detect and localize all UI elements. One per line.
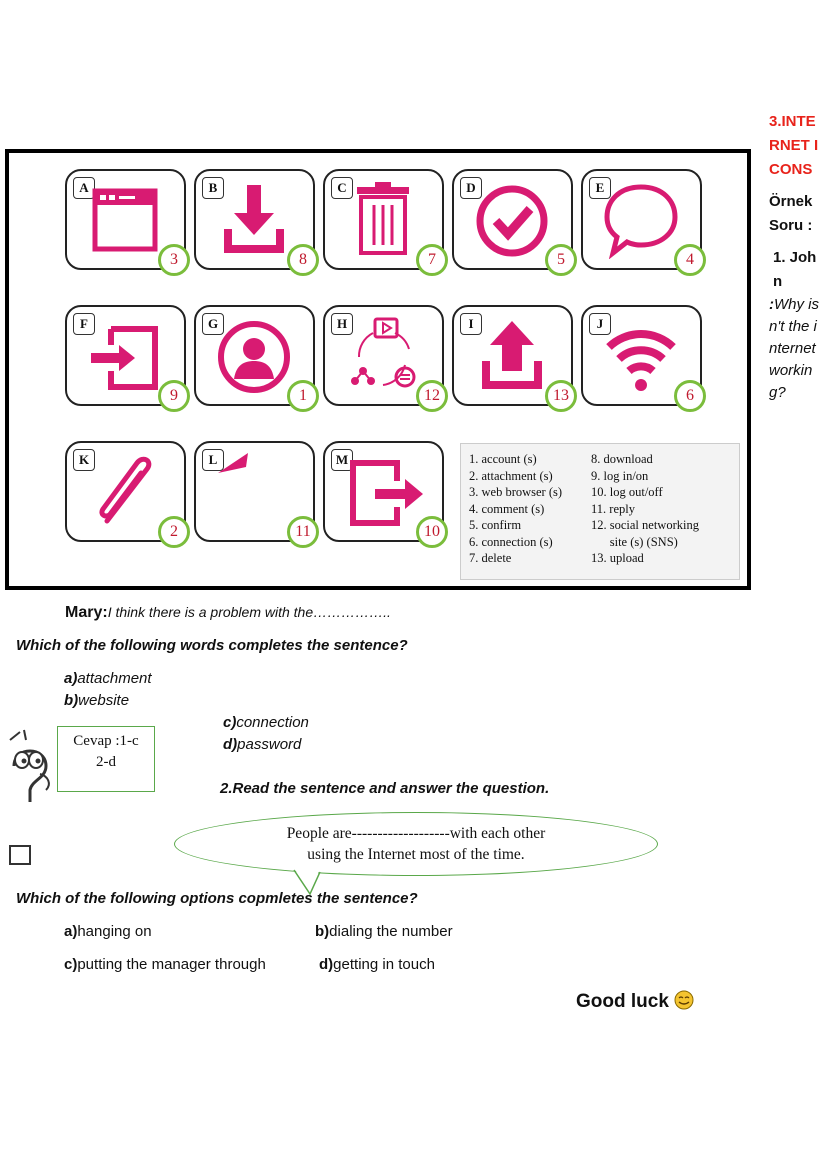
mary-sentence: I think there is a problem with the…………….. bbox=[107, 604, 391, 620]
checkmark-circle-icon bbox=[472, 179, 552, 259]
reply-arrow-icon bbox=[214, 451, 294, 531]
word-list-item: 12. social networking bbox=[591, 518, 699, 532]
card-number: 11 bbox=[287, 516, 319, 548]
word-list-item: 11. reply bbox=[591, 501, 635, 516]
download-icon bbox=[214, 179, 294, 259]
word-list-column-1 bbox=[469, 451, 562, 567]
card-number: 13 bbox=[545, 380, 577, 412]
word-list bbox=[460, 443, 740, 580]
logout-icon bbox=[343, 451, 423, 531]
icon-card-f bbox=[65, 305, 186, 406]
option-a bbox=[64, 670, 152, 687]
john-colon: : bbox=[769, 296, 774, 313]
card-letter: J bbox=[589, 313, 611, 335]
word-list-item: 5. confirm bbox=[469, 518, 522, 532]
word-list-item: 7. delete bbox=[469, 551, 512, 565]
word-list-item: 13. upload bbox=[591, 551, 644, 565]
icon-card-i bbox=[452, 305, 573, 406]
word-list-item: 3. web browser (s) bbox=[469, 485, 563, 499]
option-key: c) bbox=[64, 956, 78, 973]
option-2a bbox=[64, 923, 152, 940]
paperclip-icon bbox=[85, 451, 165, 531]
question-2-prompt: Which of the following options copmletes the sentence? bbox=[16, 890, 418, 907]
option-2d bbox=[319, 956, 435, 973]
card-number: 7 bbox=[416, 244, 448, 276]
card-letter: D bbox=[460, 177, 482, 199]
option-text: dialing the number bbox=[329, 923, 453, 940]
bubble-line-1: People are-------------------with each other bbox=[286, 825, 546, 842]
word-list-item: site (s) (SNS) bbox=[591, 534, 678, 549]
upload-icon bbox=[472, 315, 552, 395]
option-2c bbox=[64, 956, 266, 973]
wifi-icon bbox=[601, 315, 681, 395]
word-list-item: 10. log out/off bbox=[591, 485, 663, 499]
option-b bbox=[64, 692, 129, 709]
mary-line bbox=[65, 604, 391, 622]
card-number: 9 bbox=[158, 380, 190, 412]
word-list-item: 8. download bbox=[591, 452, 653, 466]
icon-card-m bbox=[323, 441, 444, 542]
card-number: 8 bbox=[287, 244, 319, 276]
word-list-item: 4. comment (s) bbox=[469, 501, 545, 516]
option-key: b) bbox=[64, 692, 79, 709]
option-key: b) bbox=[315, 923, 330, 940]
answer-key-box bbox=[57, 726, 155, 792]
card-number: 1 bbox=[287, 380, 319, 412]
icon-card-a bbox=[65, 169, 186, 270]
word-list-item: 9. log in/on bbox=[591, 468, 649, 483]
card-number: 5 bbox=[545, 244, 577, 276]
thinking-figure-illustration bbox=[0, 726, 60, 876]
word-list-item: 1. account (s) bbox=[469, 452, 537, 466]
icon-card-e bbox=[581, 169, 702, 270]
card-letter: L bbox=[202, 449, 224, 471]
good-luck-text: Good luck bbox=[576, 991, 669, 1012]
icon-matching-picture bbox=[5, 149, 751, 590]
john-question-text: Why isn't the internet working? bbox=[769, 296, 819, 401]
card-letter: M bbox=[331, 449, 353, 471]
option-d bbox=[223, 736, 301, 753]
question-2-title: 2.Read the sentence and answer the question. bbox=[220, 780, 550, 797]
card-number: 2 bbox=[158, 516, 190, 548]
card-letter: G bbox=[202, 313, 224, 335]
option-key: a) bbox=[64, 670, 78, 687]
option-key: c) bbox=[223, 714, 237, 731]
answer-line-2: 2-d bbox=[96, 754, 116, 770]
option-text: connection bbox=[236, 714, 309, 731]
icon-card-d bbox=[452, 169, 573, 270]
speech-bubble-icon bbox=[601, 179, 681, 259]
card-letter: C bbox=[331, 177, 353, 199]
answer-line-1: Cevap :1-c bbox=[73, 733, 139, 749]
icon-card-c bbox=[323, 169, 444, 270]
card-number: 4 bbox=[674, 244, 706, 276]
card-number: 12 bbox=[416, 380, 448, 412]
option-text: putting the manager through bbox=[77, 956, 266, 973]
browser-window-icon bbox=[85, 179, 165, 259]
example-label: Örnek Soru : bbox=[769, 193, 813, 234]
good-luck-line bbox=[576, 990, 694, 1013]
option-key: d) bbox=[319, 956, 334, 973]
word-list-item: 6. connection (s) bbox=[469, 534, 553, 549]
option-text: website bbox=[78, 692, 130, 709]
icon-card-h bbox=[323, 305, 444, 406]
option-text: hanging on bbox=[77, 923, 152, 940]
option-c bbox=[223, 714, 309, 731]
card-number: 3 bbox=[158, 244, 190, 276]
user-account-icon bbox=[214, 315, 294, 395]
card-letter: B bbox=[202, 177, 224, 199]
option-text: password bbox=[237, 736, 302, 753]
option-2b bbox=[315, 923, 453, 940]
trash-icon bbox=[343, 179, 423, 259]
side-column bbox=[769, 110, 825, 404]
word-list-column-2 bbox=[591, 451, 699, 567]
card-number: 10 bbox=[416, 516, 448, 548]
social-network-icon bbox=[343, 315, 423, 395]
sentence-speech-bubble bbox=[174, 812, 658, 876]
card-letter: E bbox=[589, 177, 611, 199]
login-icon bbox=[85, 315, 165, 395]
icon-card-k bbox=[65, 441, 186, 542]
card-number: 6 bbox=[674, 380, 706, 412]
smiley-icon bbox=[674, 990, 694, 1010]
john-question bbox=[769, 294, 825, 404]
card-letter: F bbox=[73, 313, 95, 335]
speaker-name: Mary: bbox=[65, 604, 108, 621]
icon-card-b bbox=[194, 169, 315, 270]
option-text: getting in touch bbox=[333, 956, 435, 973]
icon-card-g bbox=[194, 305, 315, 406]
option-text: attachment bbox=[77, 670, 152, 687]
card-letter: K bbox=[73, 449, 95, 471]
bubble-line-2: using the Internet most of the time. bbox=[307, 846, 525, 863]
icon-card-l bbox=[194, 441, 315, 542]
worksheet-title: 3.INTERNET ICONS bbox=[769, 113, 819, 178]
question-number: 1. John bbox=[773, 249, 817, 290]
question-1-prompt: Which of the following words completes the sentence? bbox=[16, 637, 408, 654]
icon-card-j bbox=[581, 305, 702, 406]
option-key: d) bbox=[223, 736, 238, 753]
option-key: a) bbox=[64, 923, 78, 940]
card-letter: I bbox=[460, 313, 482, 335]
card-letter: H bbox=[331, 313, 353, 335]
word-list-item: 2. attachment (s) bbox=[469, 468, 553, 483]
card-letter: A bbox=[73, 177, 95, 199]
